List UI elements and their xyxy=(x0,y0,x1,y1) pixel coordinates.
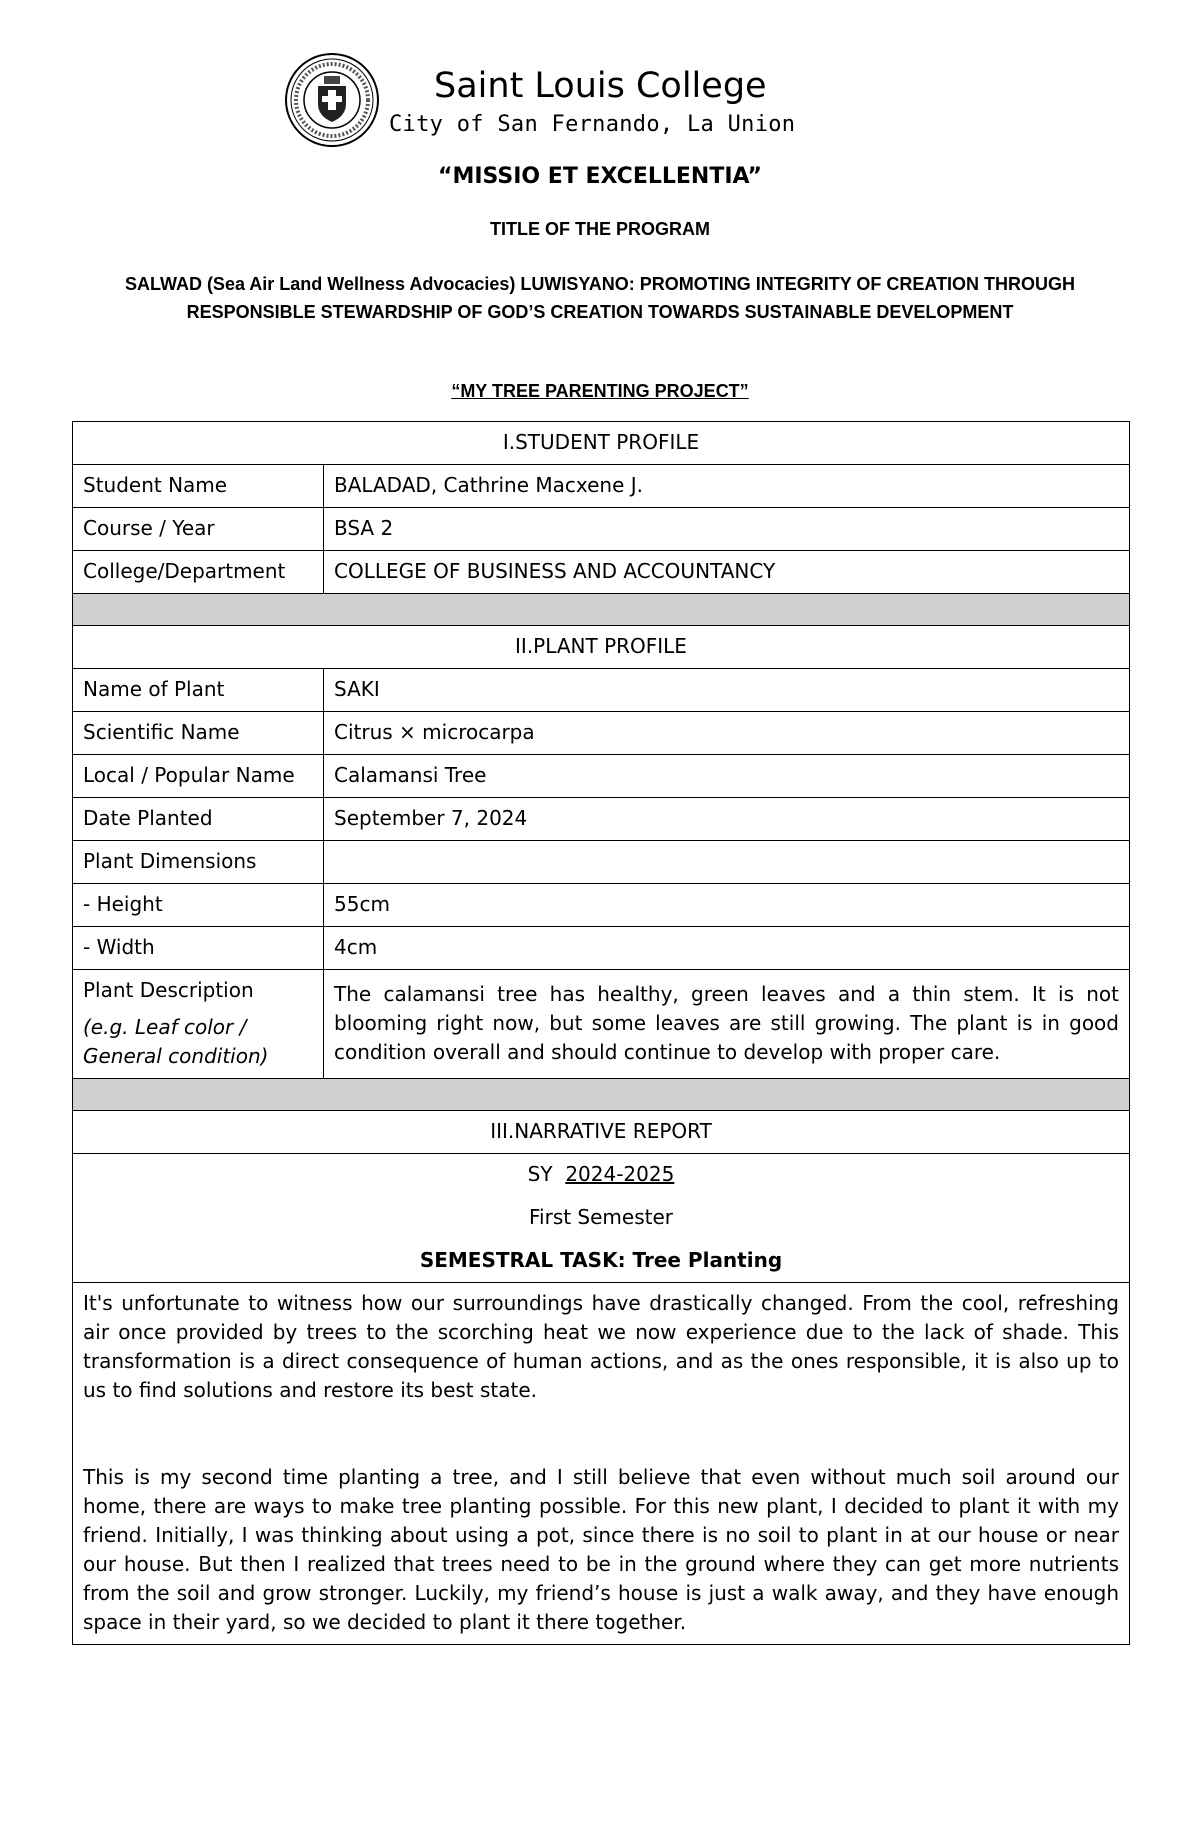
college-department-label: College/Department xyxy=(73,551,324,594)
table-row xyxy=(73,970,1130,1079)
table-row xyxy=(73,927,1130,970)
plant-description-cell xyxy=(73,970,324,1079)
date-planted-label: Date Planted xyxy=(73,798,324,841)
date-planted-value: September 7, 2024 xyxy=(324,798,1130,841)
college-seal-icon xyxy=(284,52,380,148)
plant-description-label: Plant Description xyxy=(83,978,254,1002)
course-year-value: BSA 2 xyxy=(324,508,1130,551)
local-name-value: Calamansi Tree xyxy=(324,755,1130,798)
project-title: “MY TREE PARENTING PROJECT” xyxy=(451,381,749,401)
width-label: - Width xyxy=(73,927,324,970)
school-year-label: SY xyxy=(527,1162,553,1186)
width-value: 4cm xyxy=(324,927,1130,970)
height-label: - Height xyxy=(73,884,324,927)
scientific-name-label: Scientific Name xyxy=(73,712,324,755)
letterhead xyxy=(284,52,844,152)
plant-profile-heading: II.PLANT PROFILE xyxy=(73,626,1130,669)
table-row xyxy=(73,798,1130,841)
title-label: TITLE OF THE PROGRAM xyxy=(490,219,710,239)
plant-name-label: Name of Plant xyxy=(73,669,324,712)
course-year-label: Course / Year xyxy=(73,508,324,551)
student-name-value: BALADAD, Cathrine Macxene J. xyxy=(324,465,1130,508)
college-department-value: COLLEGE OF BUSINESS AND ACCOUNTANCY xyxy=(324,551,1130,594)
semestral-task: SEMESTRAL TASK: Tree Planting xyxy=(419,1248,783,1272)
student-name-label: Student Name xyxy=(73,465,324,508)
table-row xyxy=(73,712,1130,755)
table-row xyxy=(73,508,1130,551)
school-year-value: 2024-2025 xyxy=(565,1162,675,1186)
table-row xyxy=(73,755,1130,798)
section-divider xyxy=(73,1079,1130,1111)
narrative-heading: III.NARRATIVE REPORT xyxy=(73,1111,1130,1154)
semester: First Semester xyxy=(528,1205,674,1229)
narrative-info xyxy=(73,1154,1130,1283)
motto: “MISSIO ET EXCELLENTIA” xyxy=(438,164,762,189)
table-row xyxy=(73,669,1130,712)
scientific-name-value: Citrus × microcarpa xyxy=(324,712,1130,755)
table-row xyxy=(73,551,1130,594)
local-name-label: Local / Popular Name xyxy=(73,755,324,798)
school-year xyxy=(83,1160,1119,1189)
college-name: Saint Louis College xyxy=(434,66,767,106)
student-profile-heading: I.STUDENT PROFILE xyxy=(73,422,1130,465)
section-divider xyxy=(73,594,1130,626)
narrative-paragraph-1: It's unfortunate to witness how our surroundings have drastically changed. From the cool, refreshing air once provided by trees to the scorching heat we now experience due to the lack of shade. This transformation is a direct consequence of human actions, and as the ones responsible, it is also up to us to find solutions and restore its best state. xyxy=(83,1291,1119,1402)
narrative-paragraph-2: This is my second time planting a tree, and I still believe that even without much soil around our home, there are ways to make tree planting possible. For this new plant, I decided to plant it with my friend. Initially, I was thinking about using a pot, since there is no soil to plant in at our house or near our house. But then I realized that trees need to be in the ground where they can get more nutrients from the soil and grow stronger. Luckily, my friend’s house is just a walk away, and they have enough space in their yard, so we decided to plant it there together. xyxy=(83,1465,1119,1634)
profile-form xyxy=(72,421,1130,1645)
plant-dimensions-value xyxy=(324,841,1130,884)
college-city: City of San Fernando, La Union xyxy=(389,112,796,137)
table-row xyxy=(73,841,1130,884)
plant-description-hint: (e.g. Leaf color / General condition) xyxy=(83,1015,269,1068)
program-title: SALWAD (Sea Air Land Wellness Advocacies) LUWISYANO: PROMOTING INTEGRITY OF CREATION THROUGH RESPONSIBLE STEWARDSHIP OF GOD’S CREATION TOWARDS SUSTAINABLE DEVELOPMENT xyxy=(124,274,1076,322)
height-value: 55cm xyxy=(324,884,1130,927)
plant-name-value: SAKI xyxy=(324,669,1130,712)
table-row xyxy=(73,465,1130,508)
plant-description-value: The calamansi tree has healthy, green leaves and a thin stem. It is not blooming right now, but some leaves are still growing. The plant is in good condition overall and should continue to develop with proper care. xyxy=(324,970,1130,1079)
table-row xyxy=(73,884,1130,927)
narrative-body xyxy=(73,1283,1130,1645)
plant-dimensions-label: Plant Dimensions xyxy=(73,841,324,884)
